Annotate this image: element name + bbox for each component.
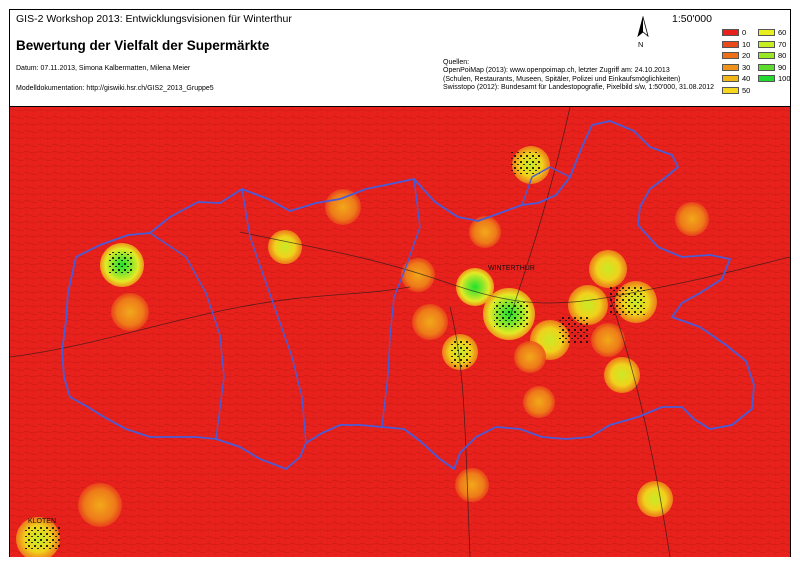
legend-item	[722, 50, 750, 61]
legend-label: 90	[778, 62, 787, 72]
legend-item	[758, 27, 786, 38]
legend-item	[722, 62, 750, 73]
legend-label: 50	[742, 85, 751, 95]
legend-swatch	[722, 87, 739, 94]
legend-swatch	[758, 52, 775, 59]
map-header	[10, 10, 790, 107]
sources-line-1: OpenPoiMap (2013): www.openpoimap.ch, letzter Zugriff am: 24.10.2013	[443, 67, 670, 75]
legend-item	[758, 50, 786, 61]
map-layout-frame	[9, 9, 791, 557]
legend-label: 10	[742, 39, 751, 49]
sources-line-2: (Schulen, Restaurants, Museen, Spitäler, Polizei und Einkaufsmöglichkeiten)	[443, 75, 681, 83]
legend-swatch	[722, 52, 739, 59]
legend-swatch	[758, 75, 775, 82]
legend-item	[722, 73, 750, 84]
legend-swatch	[758, 64, 775, 71]
legend-label: 70	[778, 39, 787, 49]
sources-block	[443, 59, 714, 92]
documentation-line: Modelldokumentation: http://giswiki.hsr.ch/GIS2_2013_Gruppe5	[16, 85, 214, 92]
legend-label: 60	[778, 28, 787, 37]
legend-item	[758, 73, 791, 84]
legend-swatch	[758, 41, 775, 48]
legend-swatch	[722, 41, 739, 48]
legend-label: 30	[742, 62, 751, 72]
map-area[interactable]	[10, 107, 790, 557]
legend-swatch	[722, 75, 739, 82]
legend-item	[722, 39, 750, 50]
map-title: Bewertung der Vielfalt der Supermärkte	[16, 38, 270, 53]
place-label-kloten: KLOTEN	[28, 518, 57, 525]
legend-swatch	[758, 29, 775, 36]
scale-text: 1:50'000	[672, 13, 712, 25]
date-authors-line: Datum: 07.11.2013, Simona Kalbermatten, Milena Meier	[16, 65, 191, 72]
legend-item	[722, 85, 750, 96]
sources-line-3: Swisstopo (2012): Bundesamt für Landestopografie, Pixelbild s/w, 1:50'000, 31.08.2012	[443, 83, 715, 91]
workshop-title: GIS-2 Workshop 2013: Entwicklungsvisionen für Winterthur	[16, 13, 292, 25]
north-arrow-icon	[632, 16, 654, 48]
legend-swatch	[722, 64, 739, 71]
legend-swatch	[722, 29, 739, 36]
map-canvas	[10, 107, 790, 557]
sources-heading: Quellen:	[443, 59, 470, 66]
north-label: N	[638, 40, 644, 49]
legend-label: 100	[778, 74, 791, 83]
legend-label: 0	[742, 28, 747, 37]
legend-label: 20	[742, 51, 751, 60]
legend-label: 40	[742, 74, 751, 83]
legend-item	[758, 62, 786, 73]
legend-item	[722, 27, 746, 38]
legend	[722, 27, 791, 103]
place-label-winterthur: WINTERTHUR	[488, 265, 535, 272]
legend-item	[758, 39, 786, 50]
legend-label: 80	[778, 51, 787, 60]
